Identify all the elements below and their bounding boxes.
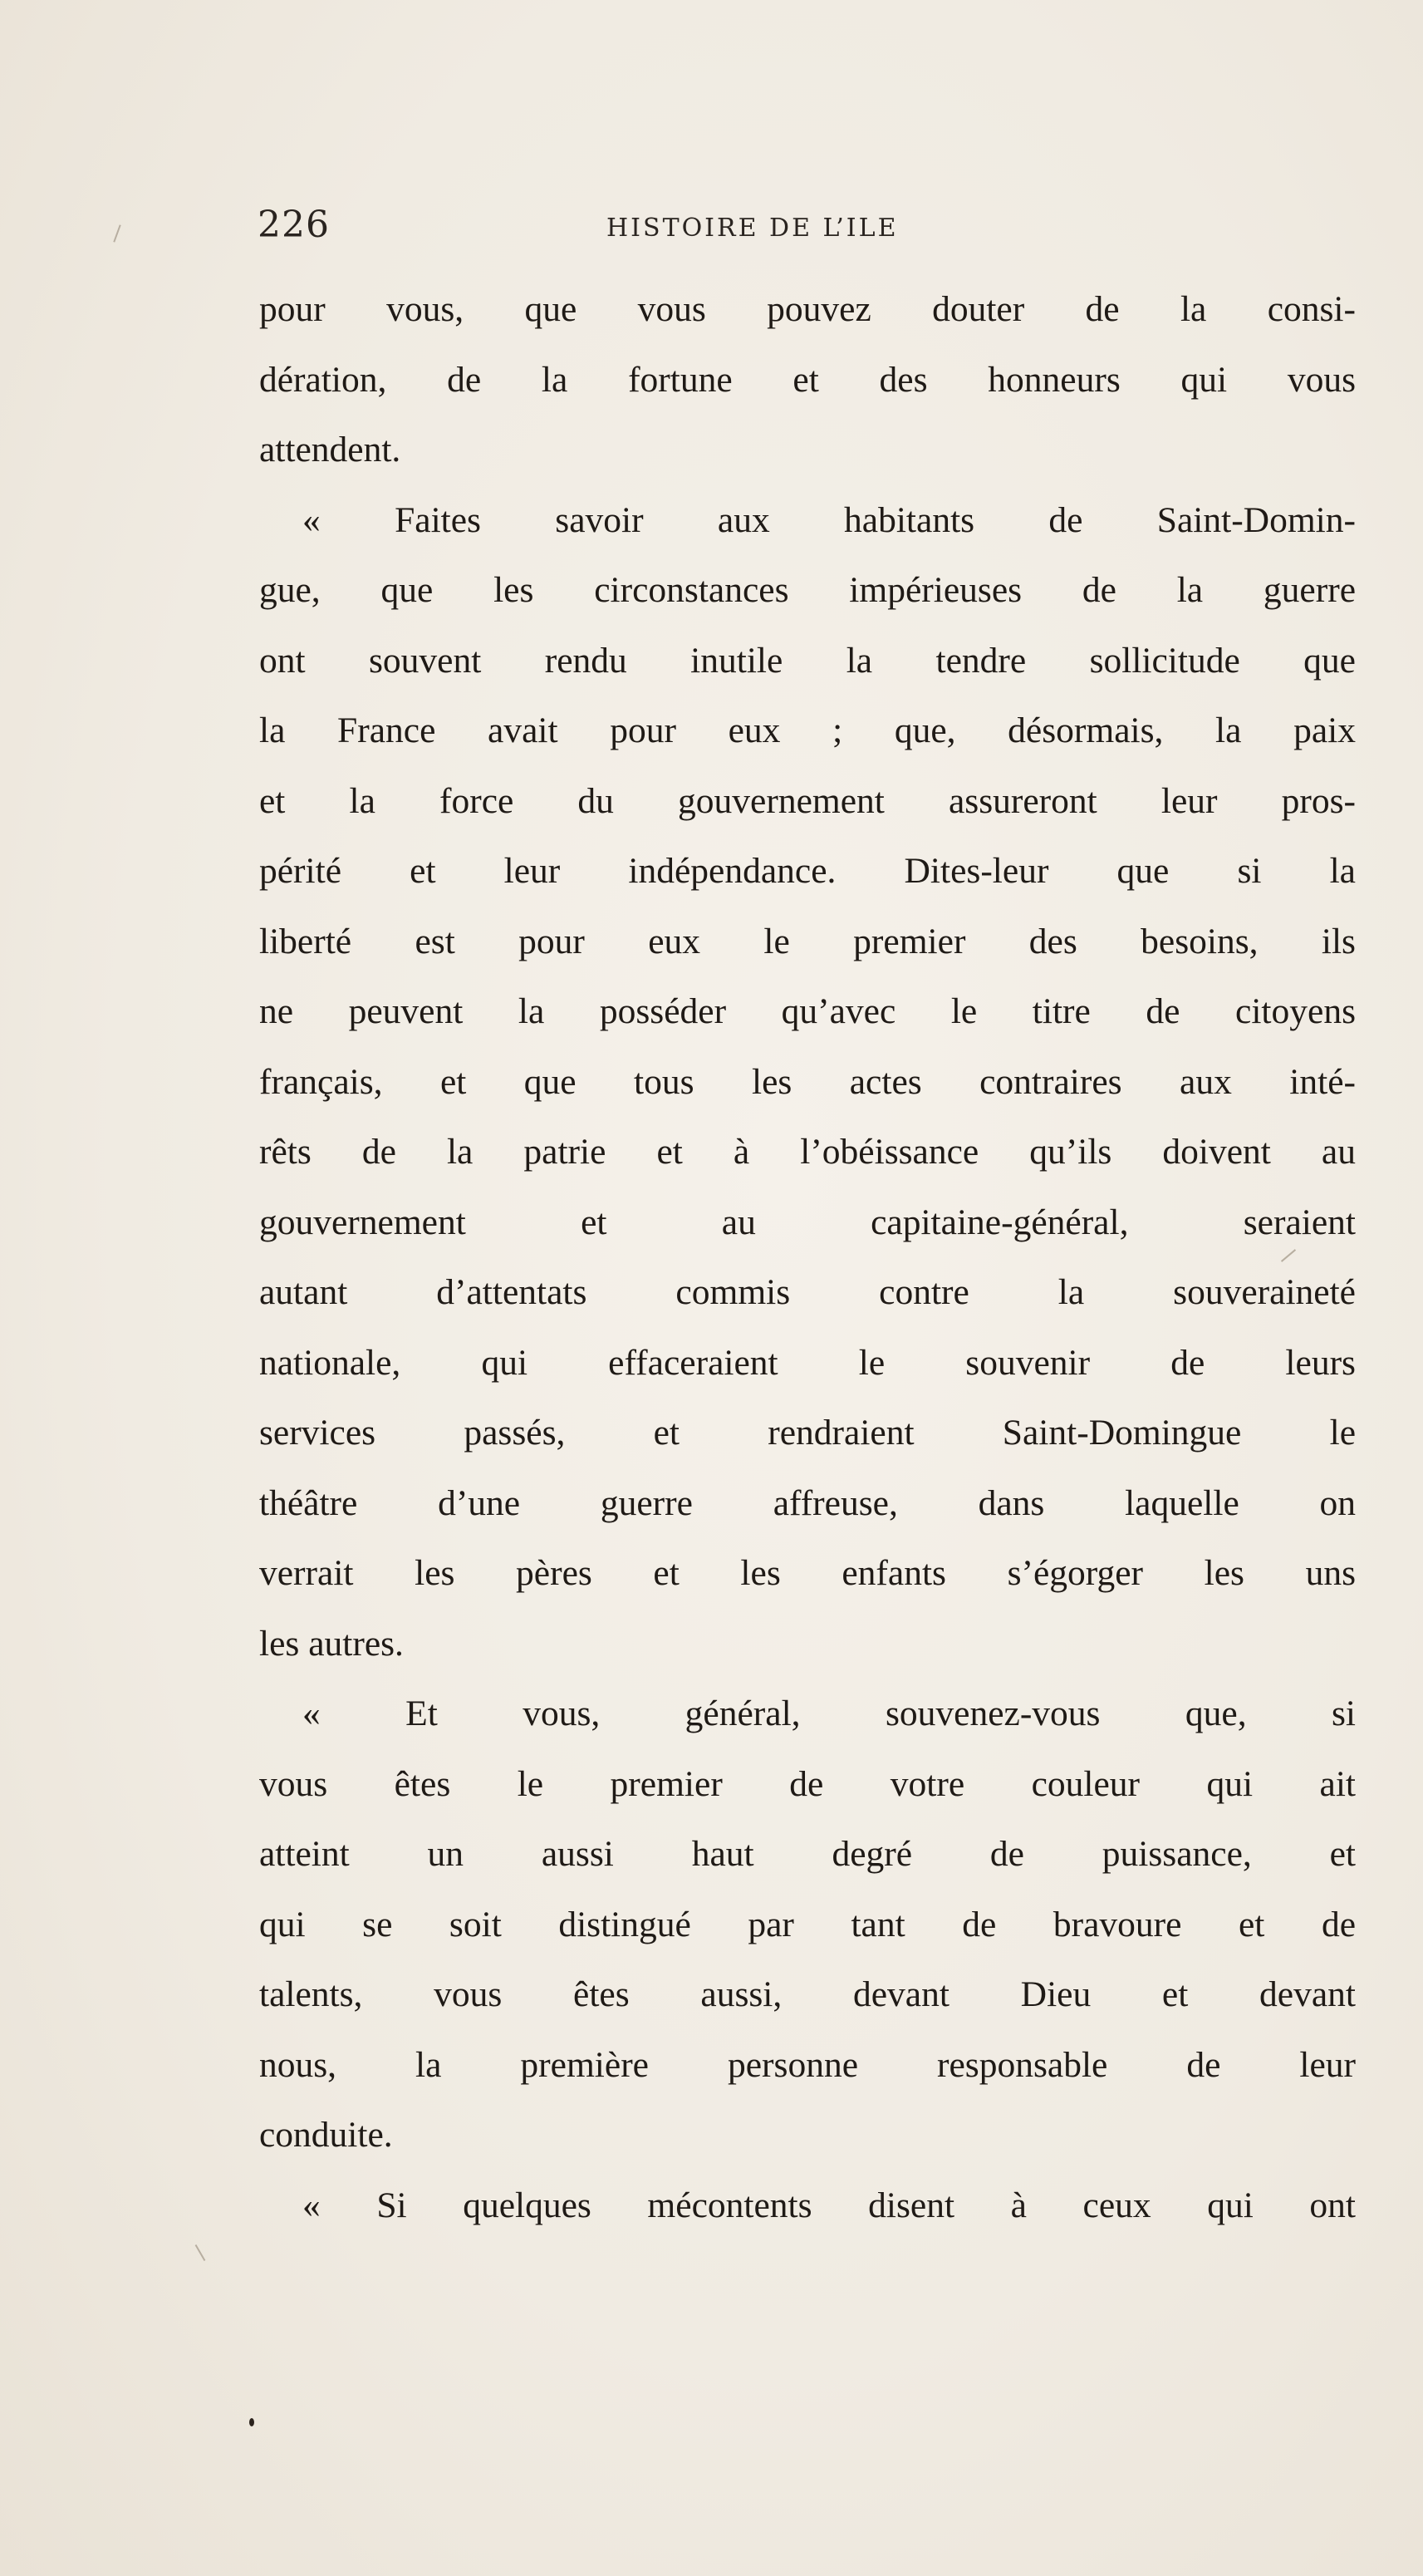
body-text [259, 274, 1356, 2240]
text-line: français, et que tous les actes contraires aux inté- [259, 1061, 1356, 1102]
text-line: nationale, qui effaceraient le souvenir de leurs [259, 1342, 1356, 1383]
text-line: gouvernement et au capitaine-général, seraient [259, 1202, 1356, 1242]
text-line: « Si quelques mécontents disent à ceux qui ont [302, 2185, 1356, 2225]
text-line: atteint un aussi haut degré de puissance, et [259, 1834, 1356, 1874]
page-number: 226 [258, 204, 330, 246]
text-line: gue, que les circonstances impérieuses de la guerre [259, 570, 1356, 610]
text-line: « Et vous, général, souvenez-vous que, si [302, 1694, 1356, 1733]
text-line: liberté est pour eux le premier des besoins, ils [259, 921, 1356, 961]
text-line: la France avait pour eux ; que, désormais, la paix [259, 710, 1356, 750]
running-head: HISTOIRE DE L’ILE [606, 214, 899, 243]
text-line: rêts de la patrie et à l’obéissance qu’ils doivent au [259, 1132, 1356, 1172]
text-line: talents, vous êtes aussi, devant Dieu et devant [259, 1974, 1356, 2014]
text-line: vous êtes le premier de votre couleur qui ait [259, 1763, 1356, 1804]
text-line: les autres. [259, 1623, 404, 1664]
text-line: services passés, et rendraient Saint-Domingue le [259, 1413, 1356, 1453]
text-line: qui se soit distingué par tant de bravoure et de [259, 1904, 1356, 1944]
text-line: attendent. [259, 430, 401, 469]
page-header [258, 204, 1371, 253]
text-line: conduite. [259, 2115, 393, 2155]
text-line: nous, la première personne responsable de leur [259, 2044, 1356, 2085]
text-line: et la force du gouvernement assureront leur pros- [259, 780, 1356, 821]
text-line: dération, de la fortune et des honneurs qui vous [259, 359, 1356, 400]
paper-mark [195, 2244, 206, 2261]
text-line: « Faites savoir aux habitants de Saint-Domin- [302, 499, 1356, 540]
text-line: théâtre d’une guerre affreuse, dans laquelle on [259, 1482, 1356, 1523]
text-line: verrait les pères et les enfants s’égorger les uns [259, 1553, 1356, 1593]
ink-speck [249, 2418, 254, 2426]
text-line: pour vous, que vous pouvez douter de la consi- [259, 289, 1356, 329]
text-line: ne peuvent la posséder qu’avec le titre de citoyens [259, 991, 1356, 1031]
paper-mark [113, 224, 120, 242]
text-line: autant d’attentats commis contre la souveraineté [259, 1272, 1356, 1312]
text-line: périté et leur indépendance. Dites-leur que si la [259, 851, 1356, 891]
text-line: ont souvent rendu inutile la tendre sollicitude que [259, 640, 1356, 681]
